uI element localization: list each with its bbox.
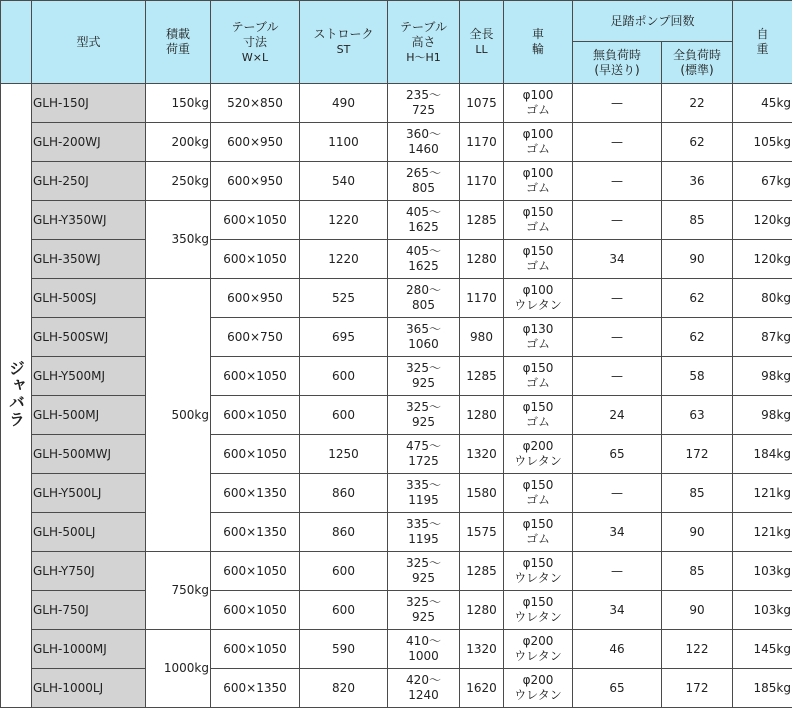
length-cell: 980 bbox=[460, 318, 504, 357]
header-pump-fullload: 全負荷時 (標準) bbox=[662, 42, 733, 84]
pump-noload-cell: 65 bbox=[573, 435, 662, 474]
weight-cell: 184kg bbox=[733, 435, 792, 474]
model-cell: GLH-350WJ bbox=[32, 240, 146, 279]
length-cell: 1320 bbox=[460, 630, 504, 669]
table-row bbox=[1, 552, 792, 591]
pump-noload-cell: — bbox=[573, 162, 662, 201]
wheel-cell: φ150 ウレタン bbox=[504, 591, 573, 630]
pump-fullload-cell: 85 bbox=[662, 474, 733, 513]
stroke-cell: 525 bbox=[300, 279, 388, 318]
stroke-cell: 1100 bbox=[300, 123, 388, 162]
table-row bbox=[1, 162, 792, 201]
table-size-cell: 600×750 bbox=[211, 318, 300, 357]
table-height-cell: 325～ 925 bbox=[388, 591, 460, 630]
pump-noload-cell: — bbox=[573, 318, 662, 357]
table-size-cell: 600×1050 bbox=[211, 591, 300, 630]
wheel-cell: φ130 ゴム bbox=[504, 318, 573, 357]
pump-noload-cell: — bbox=[573, 357, 662, 396]
table-height-cell: 410～ 1000 bbox=[388, 630, 460, 669]
pump-fullload-cell: 36 bbox=[662, 162, 733, 201]
header-wheel: 車 輪 bbox=[504, 1, 573, 84]
pump-fullload-cell: 22 bbox=[662, 84, 733, 123]
wheel-cell: φ100 ウレタン bbox=[504, 279, 573, 318]
pump-fullload-cell: 85 bbox=[662, 552, 733, 591]
table-size-cell: 600×1350 bbox=[211, 474, 300, 513]
pump-fullload-cell: 62 bbox=[662, 123, 733, 162]
header-length: 全長 LL bbox=[460, 1, 504, 84]
pump-fullload-cell: 90 bbox=[662, 240, 733, 279]
length-cell: 1280 bbox=[460, 396, 504, 435]
stroke-cell: 695 bbox=[300, 318, 388, 357]
model-cell: GLH-1000LJ bbox=[32, 669, 146, 708]
header-corner bbox=[1, 1, 32, 84]
model-cell: GLH-500MJ bbox=[32, 396, 146, 435]
weight-cell: 121kg bbox=[733, 513, 792, 552]
pump-noload-cell: — bbox=[573, 552, 662, 591]
table-row bbox=[1, 435, 792, 474]
table-size-cell: 600×950 bbox=[211, 162, 300, 201]
pump-noload-cell: — bbox=[573, 84, 662, 123]
pump-fullload-cell: 122 bbox=[662, 630, 733, 669]
pump-noload-cell: — bbox=[573, 279, 662, 318]
pump-noload-cell: 46 bbox=[573, 630, 662, 669]
table-row bbox=[1, 630, 792, 669]
load-cell: 500kg bbox=[146, 279, 211, 552]
table-row bbox=[1, 669, 792, 708]
table-size-cell: 600×1350 bbox=[211, 513, 300, 552]
length-cell: 1285 bbox=[460, 201, 504, 240]
header-model: 型式 bbox=[32, 1, 146, 84]
table-row bbox=[1, 84, 792, 123]
load-cell: 250kg bbox=[146, 162, 211, 201]
weight-cell: 98kg bbox=[733, 396, 792, 435]
table-height-cell: 325～ 925 bbox=[388, 357, 460, 396]
wheel-cell: φ200 ウレタン bbox=[504, 435, 573, 474]
side-label: ジャバラ bbox=[1, 84, 32, 708]
table-height-cell: 405～ 1625 bbox=[388, 201, 460, 240]
header-table-height: テーブル 高さ H～H1 bbox=[388, 1, 460, 84]
length-cell: 1285 bbox=[460, 357, 504, 396]
model-cell: GLH-Y350WJ bbox=[32, 201, 146, 240]
table-size-cell: 600×1050 bbox=[211, 240, 300, 279]
table-height-cell: 325～ 925 bbox=[388, 396, 460, 435]
pump-fullload-cell: 90 bbox=[662, 591, 733, 630]
stroke-cell: 820 bbox=[300, 669, 388, 708]
pump-noload-cell: — bbox=[573, 201, 662, 240]
weight-cell: 98kg bbox=[733, 357, 792, 396]
stroke-cell: 600 bbox=[300, 396, 388, 435]
model-cell: GLH-250J bbox=[32, 162, 146, 201]
pump-noload-cell: 34 bbox=[573, 240, 662, 279]
weight-cell: 120kg bbox=[733, 201, 792, 240]
stroke-cell: 860 bbox=[300, 513, 388, 552]
load-cell: 350kg bbox=[146, 201, 211, 279]
stroke-cell: 860 bbox=[300, 474, 388, 513]
table-size-cell: 600×1050 bbox=[211, 552, 300, 591]
table-height-cell: 325～ 925 bbox=[388, 552, 460, 591]
table-height-cell: 360～ 1460 bbox=[388, 123, 460, 162]
table-height-cell: 280～ 805 bbox=[388, 279, 460, 318]
model-cell: GLH-500MWJ bbox=[32, 435, 146, 474]
weight-cell: 121kg bbox=[733, 474, 792, 513]
length-cell: 1575 bbox=[460, 513, 504, 552]
table-size-cell: 600×1050 bbox=[211, 630, 300, 669]
pump-noload-cell: 65 bbox=[573, 669, 662, 708]
weight-cell: 103kg bbox=[733, 591, 792, 630]
wheel-cell: φ100 ゴム bbox=[504, 123, 573, 162]
table-row bbox=[1, 201, 792, 240]
pump-fullload-cell: 62 bbox=[662, 279, 733, 318]
model-cell: GLH-500LJ bbox=[32, 513, 146, 552]
pump-fullload-cell: 90 bbox=[662, 513, 733, 552]
wheel-cell: φ150 ウレタン bbox=[504, 552, 573, 591]
pump-fullload-cell: 85 bbox=[662, 201, 733, 240]
stroke-cell: 600 bbox=[300, 552, 388, 591]
length-cell: 1075 bbox=[460, 84, 504, 123]
pump-noload-cell: 34 bbox=[573, 513, 662, 552]
stroke-cell: 490 bbox=[300, 84, 388, 123]
load-cell: 150kg bbox=[146, 84, 211, 123]
wheel-cell: φ150 ゴム bbox=[504, 513, 573, 552]
table-size-cell: 600×950 bbox=[211, 279, 300, 318]
header-load: 積載 荷重 bbox=[146, 1, 211, 84]
load-cell: 750kg bbox=[146, 552, 211, 630]
table-row bbox=[1, 396, 792, 435]
model-cell: GLH-Y500LJ bbox=[32, 474, 146, 513]
wheel-cell: φ150 ゴム bbox=[504, 357, 573, 396]
table-row bbox=[1, 474, 792, 513]
length-cell: 1320 bbox=[460, 435, 504, 474]
load-cell: 200kg bbox=[146, 123, 211, 162]
wheel-cell: φ200 ウレタン bbox=[504, 630, 573, 669]
weight-cell: 185kg bbox=[733, 669, 792, 708]
table-size-cell: 520×850 bbox=[211, 84, 300, 123]
model-cell: GLH-500SJ bbox=[32, 279, 146, 318]
model-cell: GLH-150J bbox=[32, 84, 146, 123]
model-cell: GLH-1000MJ bbox=[32, 630, 146, 669]
table-row bbox=[1, 279, 792, 318]
table-height-cell: 335～ 1195 bbox=[388, 474, 460, 513]
pump-noload-cell: 34 bbox=[573, 591, 662, 630]
weight-cell: 120kg bbox=[733, 240, 792, 279]
length-cell: 1280 bbox=[460, 240, 504, 279]
table-header bbox=[1, 1, 792, 84]
table-row bbox=[1, 240, 792, 279]
header-pump-noload: 無負荷時 (早送り) bbox=[573, 42, 662, 84]
table-height-cell: 475～ 1725 bbox=[388, 435, 460, 474]
stroke-cell: 1250 bbox=[300, 435, 388, 474]
length-cell: 1285 bbox=[460, 552, 504, 591]
wheel-cell: φ150 ゴム bbox=[504, 474, 573, 513]
header-weight: 自 重 bbox=[733, 1, 792, 84]
model-cell: GLH-200WJ bbox=[32, 123, 146, 162]
pump-fullload-cell: 172 bbox=[662, 669, 733, 708]
stroke-cell: 590 bbox=[300, 630, 388, 669]
wheel-cell: φ150 ゴム bbox=[504, 201, 573, 240]
model-cell: GLH-750J bbox=[32, 591, 146, 630]
wheel-cell: φ150 ゴム bbox=[504, 396, 573, 435]
table-size-cell: 600×1050 bbox=[211, 357, 300, 396]
wheel-cell: φ100 ゴム bbox=[504, 162, 573, 201]
length-cell: 1170 bbox=[460, 279, 504, 318]
stroke-cell: 600 bbox=[300, 591, 388, 630]
table-height-cell: 365～ 1060 bbox=[388, 318, 460, 357]
pump-noload-cell: 24 bbox=[573, 396, 662, 435]
weight-cell: 45kg bbox=[733, 84, 792, 123]
length-cell: 1170 bbox=[460, 123, 504, 162]
table-body bbox=[1, 84, 792, 708]
table-height-cell: 265～ 805 bbox=[388, 162, 460, 201]
pump-fullload-cell: 58 bbox=[662, 357, 733, 396]
wheel-cell: φ150 ゴム bbox=[504, 240, 573, 279]
table-row bbox=[1, 123, 792, 162]
pump-fullload-cell: 62 bbox=[662, 318, 733, 357]
model-cell: GLH-500SWJ bbox=[32, 318, 146, 357]
header-stroke: ストローク ST bbox=[300, 1, 388, 84]
weight-cell: 105kg bbox=[733, 123, 792, 162]
table-size-cell: 600×1050 bbox=[211, 201, 300, 240]
table-size-cell: 600×950 bbox=[211, 123, 300, 162]
weight-cell: 67kg bbox=[733, 162, 792, 201]
table-row bbox=[1, 513, 792, 552]
table-height-cell: 405～ 1625 bbox=[388, 240, 460, 279]
length-cell: 1580 bbox=[460, 474, 504, 513]
model-cell: GLH-Y750J bbox=[32, 552, 146, 591]
weight-cell: 87kg bbox=[733, 318, 792, 357]
table-height-cell: 235～ 725 bbox=[388, 84, 460, 123]
header-table-size: テーブル 寸法 W×L bbox=[211, 1, 300, 84]
wheel-cell: φ100 ゴム bbox=[504, 84, 573, 123]
length-cell: 1280 bbox=[460, 591, 504, 630]
table-height-cell: 335～ 1195 bbox=[388, 513, 460, 552]
wheel-cell: φ200 ウレタン bbox=[504, 669, 573, 708]
stroke-cell: 1220 bbox=[300, 201, 388, 240]
stroke-cell: 600 bbox=[300, 357, 388, 396]
table-row bbox=[1, 318, 792, 357]
weight-cell: 103kg bbox=[733, 552, 792, 591]
model-cell: GLH-Y500MJ bbox=[32, 357, 146, 396]
table-size-cell: 600×1050 bbox=[211, 435, 300, 474]
weight-cell: 145kg bbox=[733, 630, 792, 669]
length-cell: 1620 bbox=[460, 669, 504, 708]
pump-noload-cell: — bbox=[573, 474, 662, 513]
pump-fullload-cell: 63 bbox=[662, 396, 733, 435]
weight-cell: 80kg bbox=[733, 279, 792, 318]
table-height-cell: 420～ 1240 bbox=[388, 669, 460, 708]
pump-fullload-cell: 172 bbox=[662, 435, 733, 474]
table-size-cell: 600×1350 bbox=[211, 669, 300, 708]
pump-noload-cell: — bbox=[573, 123, 662, 162]
stroke-cell: 1220 bbox=[300, 240, 388, 279]
length-cell: 1170 bbox=[460, 162, 504, 201]
load-cell: 1000kg bbox=[146, 630, 211, 708]
stroke-cell: 540 bbox=[300, 162, 388, 201]
header-pump-group: 足踏ポンプ回数 bbox=[573, 1, 733, 42]
table-row bbox=[1, 357, 792, 396]
table-row bbox=[1, 591, 792, 630]
table-size-cell: 600×1050 bbox=[211, 396, 300, 435]
